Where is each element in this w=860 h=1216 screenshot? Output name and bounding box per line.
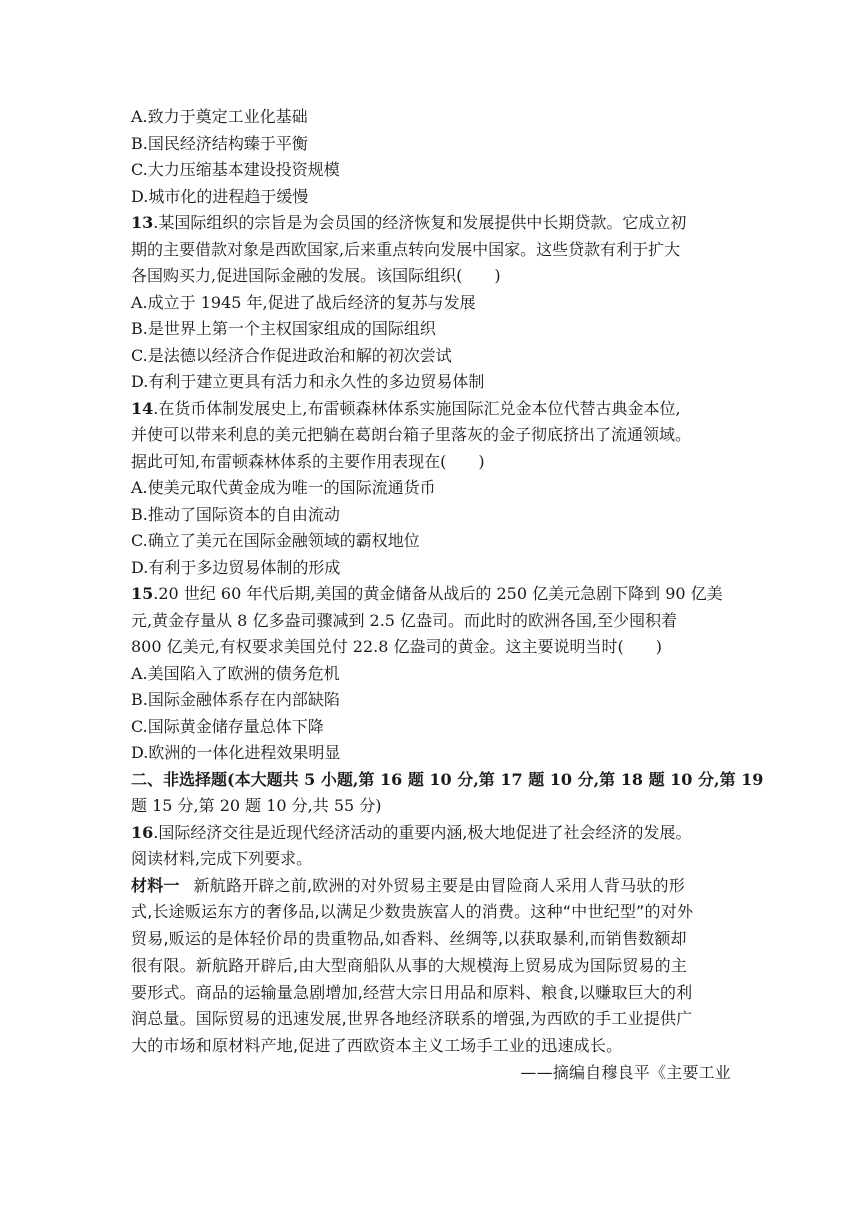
question-stem-line [131,581,731,608]
question-number: 15 [131,584,154,603]
stem-text: .国际经济交往是近现代经济活动的重要内涵,极大地促进了社会经济的发展。 [153,822,692,842]
question-number: 14 [131,398,154,418]
option-b: B.国民经济结构臻于平衡 [131,133,308,153]
option-c: C.是法德以经济合作促进政治和解的初次尝试 [131,345,452,365]
material-text: 新航路开辟之前,欧洲的对外贸易主要是由冒险商人采用人背马驮的形 [193,875,685,895]
question-number: 16 [131,822,154,842]
question-stem-line: 据此可知,布雷顿森林体系的主要作用表现在( ) [131,451,485,471]
material-label: 材料一 [131,875,180,895]
question-stem-line: 期的主要借款对象是西欧国家,后来重点转向发展中国家。这些贷款有利于扩大 [131,239,681,259]
question-stem-line: 各国购买力,促进国际金融的发展。该国际组织( ) [131,266,501,285]
option-c: C.国际黄金储存量总体下降 [131,716,324,736]
stem-text: .在货币体制发展史上,布雷顿森林体系实施国际汇兑金本位代替古典金本位, [153,398,681,418]
question-number: 13 [131,213,154,232]
material-line: 式,长途贩运东方的奢侈品,以满足少数贵族富人的消费。这种“中世纪型”的对外 [131,902,694,922]
material-line: 很有限。新航路开辟后,由大型商船队从事的大规模海上贸易成为国际贸易的主 [131,955,688,975]
material-line: 要形式。商品的运输量急剧增加,经营大宗日用品和原料、粮食,以赚取巨大的利 [131,982,693,1002]
q12-options [131,104,731,210]
question-stem-line [131,396,731,423]
material-line [131,873,731,900]
option-a: A.美国陷入了欧洲的债务危机 [131,663,340,683]
material-line: 贸易,贩运的是体轻价昂的贵重物品,如香料、丝绸等,以获取暴利,而销售数额却 [131,929,687,949]
section-2-heading [131,767,764,820]
material-block [131,873,731,1087]
option-a: A.使美元取代黄金成为唯一的国际流通货币 [131,478,436,497]
option-a: A.致力于奠定工业化基础 [131,107,308,126]
question-stem-line: 元,黄金存量从 8 亿多盎司骤减到 2.5 亿盎司。而此时的欧洲各国,至少囤积着 [131,610,678,630]
material-source: ——摘编自穆良平《主要工业 [520,1063,731,1083]
stem-text: .20 世纪 60 年代后期,美国的黄金储备从战后的 250 亿美元急剧下降到 90 亿美 [153,584,723,603]
option-c: C.大力压缩基本建设投资规模 [131,160,340,179]
question-13 [131,210,731,396]
material-line: 大的市场和原材料产地,促进了西欧资本主义工场手工业的迅速成长。 [131,1036,623,1056]
stem-text: .某国际组织的宗旨是为会员国的经济恢复和发展提供中长期贷款。它成立初 [153,213,687,232]
question-15 [131,581,731,767]
option-d: D.有利于建立更具有活力和永久性的多边贸易体制 [131,372,485,391]
option-b: B.是世界上第一个主权国家组成的国际组织 [131,319,436,338]
option-d: D.有利于多边贸易体制的形成 [131,557,341,577]
option-d: D.欧洲的一体化进程效果明显 [131,743,341,762]
option-d: D.城市化的进程趋于缓慢 [131,186,309,206]
question-stem-line: 800 亿美元,有权要求美国兑付 22.8 亿盎司的黄金。这主要说明当时( ) [131,637,662,656]
question-stem-line: 并使可以带来利息的美元把躺在葛朗台箱子里落灰的金子彻底挤出了流通领域。 [131,425,692,444]
question-stem-line [131,210,731,237]
question-stem-line: 阅读材料,完成下列要求。 [131,849,313,868]
question-stem-line [131,820,731,847]
exam-page [131,104,764,1087]
material-line: 润总量。国际贸易的迅速发展,世界各地经济联系的增强,为西欧的手工业提供广 [131,1009,693,1029]
option-b: B.国际金融体系存在内部缺陷 [131,690,340,709]
option-a: A.成立于 1945 年,促进了战后经济的复苏与发展 [131,292,476,312]
option-b: B.推动了国际资本的自由流动 [131,504,340,524]
option-c: C.确立了美元在国际金融领域的霸权地位 [131,531,420,550]
section-heading-line: 题 15 分,第 20 题 10 分,共 55 分) [131,796,382,815]
question-16 [131,820,731,1087]
question-14 [131,396,731,582]
section-heading-line: 二、非选择题(本大题共 5 小题,第 16 题 10 分,第 17 题 10 分,第 18 题 10 分,第 19 [131,769,764,789]
